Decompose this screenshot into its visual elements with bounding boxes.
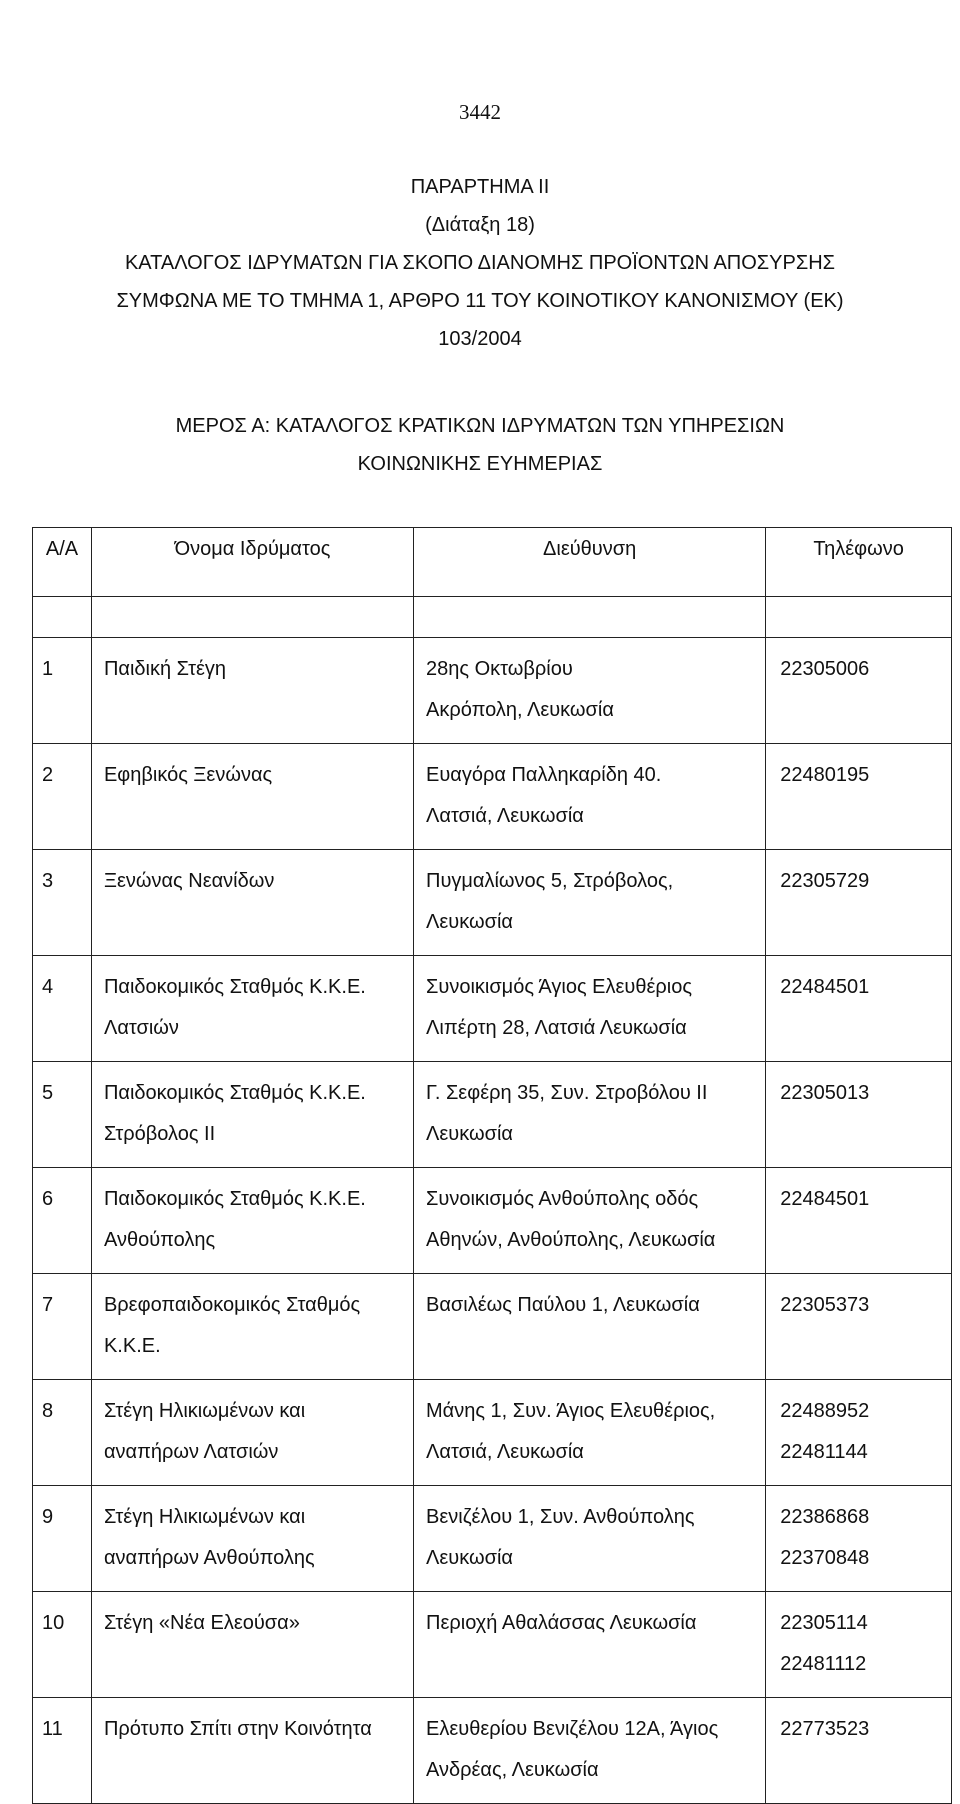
row-name: [91, 1380, 413, 1486]
row-address-line: Ανδρέας, Λευκωσία: [426, 1759, 599, 1781]
row-name-line: Στέγη Ηλικιωμένων και: [103, 1506, 306, 1528]
row-phone-line: 22481144: [780, 1441, 868, 1463]
row-num-line: 7: [42, 1294, 54, 1316]
row-phone: [766, 1698, 952, 1804]
row-name-line: Παιδοκομικός Σταθμός Κ.Κ.Ε.: [103, 1188, 366, 1210]
row-name-line: Στρόβολος ΙΙ: [103, 1123, 216, 1145]
row-address-line: Ευαγόρα Παλληκαρίδη 40.: [426, 764, 662, 786]
table-row: [33, 1592, 952, 1698]
row-name-line: Ανθούπολης: [103, 1229, 216, 1251]
row-address: [414, 1274, 766, 1380]
row-phone: [766, 1062, 952, 1168]
row-name-line: Στέγη Ηλικιωμένων και: [103, 1400, 306, 1422]
table-row: [33, 744, 952, 850]
row-name: [91, 1274, 413, 1380]
row-name-line: Κ.Κ.Ε.: [103, 1335, 161, 1357]
row-phone: [766, 956, 952, 1062]
row-address-line: Λευκωσία: [426, 1547, 513, 1569]
row-num-line: 11: [42, 1718, 63, 1740]
row-phone: [766, 1274, 952, 1380]
row-address-line: Βασιλέως Παύλου 1, Λευκωσία: [426, 1294, 700, 1316]
row-phone-line: 22305373: [780, 1294, 870, 1316]
table-row: [33, 638, 952, 744]
table-row: [33, 1168, 952, 1274]
row-num: [33, 956, 92, 1062]
row-address: [414, 744, 766, 850]
row-address: [414, 1380, 766, 1486]
row-num-line: 1: [42, 658, 54, 680]
row-num: [33, 638, 92, 744]
row-name-line: Παιδοκομικός Σταθμός Κ.Κ.Ε.: [103, 976, 366, 998]
row-num: [33, 1274, 92, 1380]
row-phone: [766, 1592, 952, 1698]
row-phone-line: 22484501: [780, 976, 870, 998]
part-title-line-1: ΜΕΡΟΣ Α: ΚΑΤΑΛΟΓΟΣ ΚΡΑΤΙΚΩΝ ΙΔΡΥΜΑΤΩΝ ΤΩΝ ΥΠΗΡΕΣΙΩΝ: [175, 415, 785, 437]
row-phone-line: 22305006: [780, 658, 870, 680]
table-row: [33, 956, 952, 1062]
row-num: [33, 1698, 92, 1804]
row-address-line: Λατσιά, Λευκωσία: [426, 1441, 584, 1463]
row-phone: [766, 850, 952, 956]
row-address-line: Περιοχή Αθαλάσσας Λευκωσία: [426, 1612, 697, 1634]
row-address-line: Γ. Σεφέρη 35, Συν. Στροβόλου ΙΙ: [426, 1082, 708, 1104]
row-name-line: Παιδοκομικός Σταθμός Κ.Κ.Ε.: [103, 1082, 366, 1104]
row-num: [33, 1062, 92, 1168]
row-address: [414, 638, 766, 744]
row-phone: [766, 744, 952, 850]
row-num-line: 4: [42, 976, 54, 998]
row-num: [33, 1592, 92, 1698]
row-address: [414, 850, 766, 956]
row-name: [91, 1486, 413, 1592]
row-num-line: 2: [42, 764, 54, 786]
row-address: [414, 1486, 766, 1592]
row-name: [91, 744, 413, 850]
row-address-line: Λατσιά, Λευκωσία: [426, 805, 584, 827]
row-address: [414, 1062, 766, 1168]
header-address: Διεύθυνση: [414, 528, 766, 597]
row-num: [33, 1168, 92, 1274]
annex-heading: [0, 168, 960, 358]
annex-subject-line-2: ΣΥΜΦΩΝΑ ΜΕ ΤΟ ΤΜΗΜΑ 1, ΑΡΘΡΟ 11 ΤΟΥ ΚΟΙΝΟΤΙΚΟΥ ΚΑΝΟΝΙΣΜΟΥ (ΕΚ): [116, 290, 844, 312]
row-address-line: Πυγμαλίωνος 5, Στρόβολος,: [426, 870, 674, 892]
row-name: [91, 1168, 413, 1274]
row-address: [414, 1592, 766, 1698]
row-name: [91, 850, 413, 956]
row-name-line: Λατσιών: [103, 1017, 179, 1039]
institutions-table: [32, 527, 952, 1804]
annex-subject-line-3: 103/2004: [438, 328, 522, 350]
row-address: [414, 1698, 766, 1804]
row-name-line: αναπήρων Λατσιών: [103, 1441, 279, 1463]
table-header-row: [33, 528, 952, 597]
row-num: [33, 1380, 92, 1486]
header-name: Όνομα Ιδρύματος: [91, 528, 413, 597]
row-num-line: 6: [42, 1188, 54, 1210]
row-address-line: Λευκωσία: [426, 1123, 513, 1145]
row-phone-line: 22370848: [780, 1547, 870, 1569]
table-body: [33, 597, 952, 1804]
row-address-line: Συνοικισμός Ανθούπολης οδός: [426, 1188, 699, 1210]
row-name: [91, 1698, 413, 1804]
row-phone-line: 22305013: [780, 1082, 870, 1104]
row-phone-line: 22484501: [780, 1188, 870, 1210]
row-name: [91, 956, 413, 1062]
table-row: [33, 1062, 952, 1168]
page-number: 3442: [459, 100, 501, 124]
table-row: [33, 1486, 952, 1592]
row-phone: [766, 1168, 952, 1274]
row-name-line: Στέγη «Νέα Ελεούσα»: [103, 1612, 300, 1634]
row-address-line: Αθηνών, Ανθούπολης, Λευκωσία: [426, 1229, 716, 1251]
header-num: Α/Α: [33, 528, 92, 597]
row-num: [33, 1486, 92, 1592]
row-phone-line: 22488952: [780, 1400, 870, 1422]
row-address-line: Ακρόπολη, Λευκωσία: [426, 699, 614, 721]
row-address-line: 28ης Οκτωβρίου: [426, 658, 573, 680]
row-address-line: Ελευθερίου Βενιζέλου 12Α, Άγιος: [426, 1718, 719, 1740]
row-num-line: 5: [42, 1082, 54, 1104]
row-name-line: αναπήρων Ανθούπολης: [103, 1547, 315, 1569]
annex-provision: (Διάταξη 18): [425, 214, 535, 236]
row-phone: [766, 638, 952, 744]
row-phone-line: 22773523: [780, 1718, 870, 1740]
row-phone-line: 22480195: [780, 764, 870, 786]
table-row: [33, 1380, 952, 1486]
row-phone: [766, 1380, 952, 1486]
row-phone: [766, 1486, 952, 1592]
row-address-line: Λευκωσία: [426, 911, 513, 933]
row-address: [414, 956, 766, 1062]
annex-title: ΠΑΡΑΡΤΗΜΑ ΙΙ: [410, 176, 550, 198]
row-address-line: Βενιζέλου 1, Συν. Ανθούπολης: [426, 1506, 695, 1528]
row-num: [33, 850, 92, 956]
row-name: [91, 1592, 413, 1698]
row-address-line: Συνοικισμός Άγιος Ελευθέριος: [426, 976, 692, 998]
row-name-line: Παιδική Στέγη: [103, 658, 227, 680]
row-phone-line: 22481112: [780, 1653, 867, 1675]
row-num-line: 3: [42, 870, 54, 892]
row-num-line: 9: [42, 1506, 54, 1528]
row-address: [414, 1168, 766, 1274]
row-name-line: Εφηβικός Ξενώνας: [103, 764, 273, 786]
row-phone-line: 22305114: [780, 1612, 868, 1634]
table-row: [33, 1698, 952, 1804]
row-address-line: Λιπέρτη 28, Λατσιά Λευκωσία: [426, 1017, 687, 1039]
row-phone-line: 22305729: [780, 870, 870, 892]
row-name-line: Βρεφοπαιδοκομικός Σταθμός: [103, 1294, 361, 1316]
annex-subject-line-1: ΚΑΤΑΛΟΓΟΣ ΙΔΡΥΜΑΤΩΝ ΓΙΑ ΣΚΟΠΟ ΔΙΑΝΟΜΗΣ ΠΡΟΪΟΝΤΩΝ ΑΠΟΣΥΡΣΗΣ: [124, 252, 836, 274]
table-row: [33, 1274, 952, 1380]
header-phone: Τηλέφωνο: [766, 528, 952, 597]
row-num-line: 10: [42, 1612, 65, 1634]
table-row: [33, 850, 952, 956]
part-title-line-2: ΚΟΙΝΩΝΙΚΗΣ ΕΥΗΜΕΡΙΑΣ: [357, 453, 603, 475]
row-num-line: 8: [42, 1400, 54, 1422]
row-name: [91, 1062, 413, 1168]
row-address-line: Μάνης 1, Συν. Άγιος Ελευθέριος,: [426, 1400, 716, 1422]
row-num: [33, 744, 92, 850]
row-name-line: Ξενώνας Νεανίδων: [103, 870, 275, 892]
row-phone-line: 22386868: [780, 1506, 870, 1528]
spacer-row: [33, 597, 952, 638]
row-name: [91, 638, 413, 744]
part-title: [0, 407, 960, 483]
row-name-line: Πρότυπο Σπίτι στην Κοινότητα: [103, 1718, 372, 1740]
